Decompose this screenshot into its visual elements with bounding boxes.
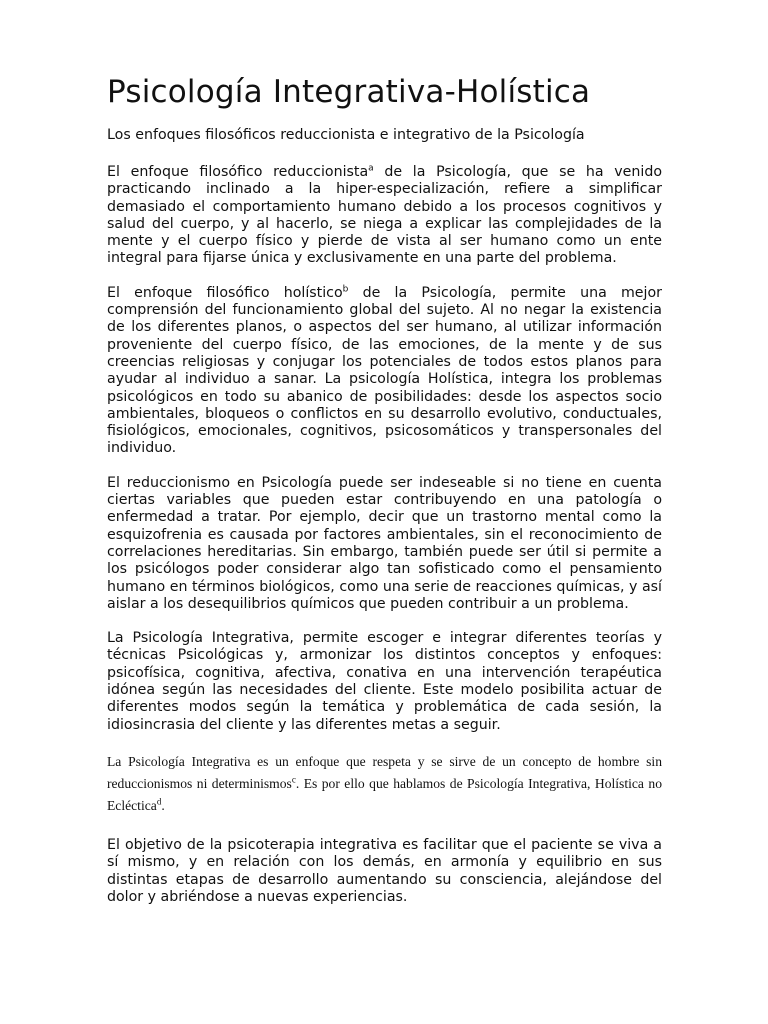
document-body [107, 164, 662, 923]
paragraph-holistico [107, 285, 662, 458]
paragraph-text: . Es por ello que hablamos de Psicología Integrativa, Holística no Ecléctica [107, 775, 662, 813]
footnote-ref-d[interactable]: d [156, 796, 162, 807]
paragraph-integrativa: La Psicología Integrativa, permite escoger e integrar diferentes teorías y técnicas Psicológicas y, armonizar los distintos conceptos y enfoques: psicofísica, cognitiva, afectiva, conativa en una intervención terapéutica idónea según las necesidades del cliente. Este modelo posibilita actuar de diferentes modos según la temática y problemática de cada sesión, la idiosincrasia del cliente y las diferentes metas a seguir. [107, 630, 662, 733]
paragraph-text: El enfoque filosófico holístico [107, 284, 343, 301]
paragraph-text: La Psicología Integrativa es un enfoque que respeta y se sirve de un concepto de hombre sin reduccionismos ni determinismos [107, 753, 662, 791]
paragraph-text: . [161, 797, 165, 813]
paragraph-text: El enfoque filosófico reduccionista [107, 164, 369, 180]
paragraph-reduccionismo: El reduccionismo en Psicología puede ser indeseable si no tiene en cuenta ciertas variables que pueden estar contribuyendo en una patología o enfermedad a tratar. Por ejemplo, decir que un trastorno mental como la esquizofrenia es causada por factores ambientales, sin el reconocimiento de correlaciones hereditarias. Sin embargo, también puede ser útil si permite a los psicólogos poder considerar algo tan sofisticado como el pensamiento humano en términos biológicos, como una serie de reacciones químicas, y así aislar a los desequilibrios químicos que pueden contribuir a un problema. [107, 474, 662, 612]
paragraph-reduccionista [107, 164, 662, 268]
footnote-ref-c[interactable]: c [291, 774, 296, 785]
paragraph-text: de la Psicología, que se ha venido practicando inclinado a la hiper-especialización, refiere a simplificar demasiado el comportamiento humano debido a los procesos cognitivos y salud del cuerpo, y al hacerlo, se niega a explicar las complejidades de la mente y el cuerpo físico y pierde de vista al ser humano como un ente integral para fijarse única y exclusivamente en una parte del problema. [107, 164, 662, 267]
paragraph-objetivo: El objetivo de la psicoterapia integrativa es facilitar que el paciente se viva a sí mismo, y en relación con los demás, en armonía y equilibrio en sus distintas etapas de desarrollo aumentando su consciencia, alejándose del dolor y abriéndose a nuevas experiencias. [107, 836, 662, 905]
paragraph-text: de la Psicología, permite una mejor comprensión del funcionamiento global del sujeto. Al no negar la existencia de los diferentes planos, o aspectos del ser humano, al utilizar información proveniente del cuerpo físico, de las emociones, de la mente y de sus creencias religiosas y conjugar los potenciales de todos estos planos para ayudar al individuo a sanar. La psicología Holística, integra los problemas psicológicos en todo su abanico de posibilidades: desde los aspectos socio ambientales, bloqueos o conflictos en su desarrollo evolutivo, conductuales, fisiológicos, emocionales, cognitivos, psicosomáticos y transpersonales del individuo. [107, 284, 662, 457]
footnote-ref-b[interactable]: b [342, 284, 349, 295]
footnote-ref-a[interactable]: a [368, 163, 374, 174]
paragraph-concepto-hombre [107, 751, 662, 817]
document-subtitle: Los enfoques filosóficos reduccionista e integrativo de la Psicología [107, 127, 585, 143]
page-title: Psicología Integrativa-Holística [107, 74, 591, 110]
